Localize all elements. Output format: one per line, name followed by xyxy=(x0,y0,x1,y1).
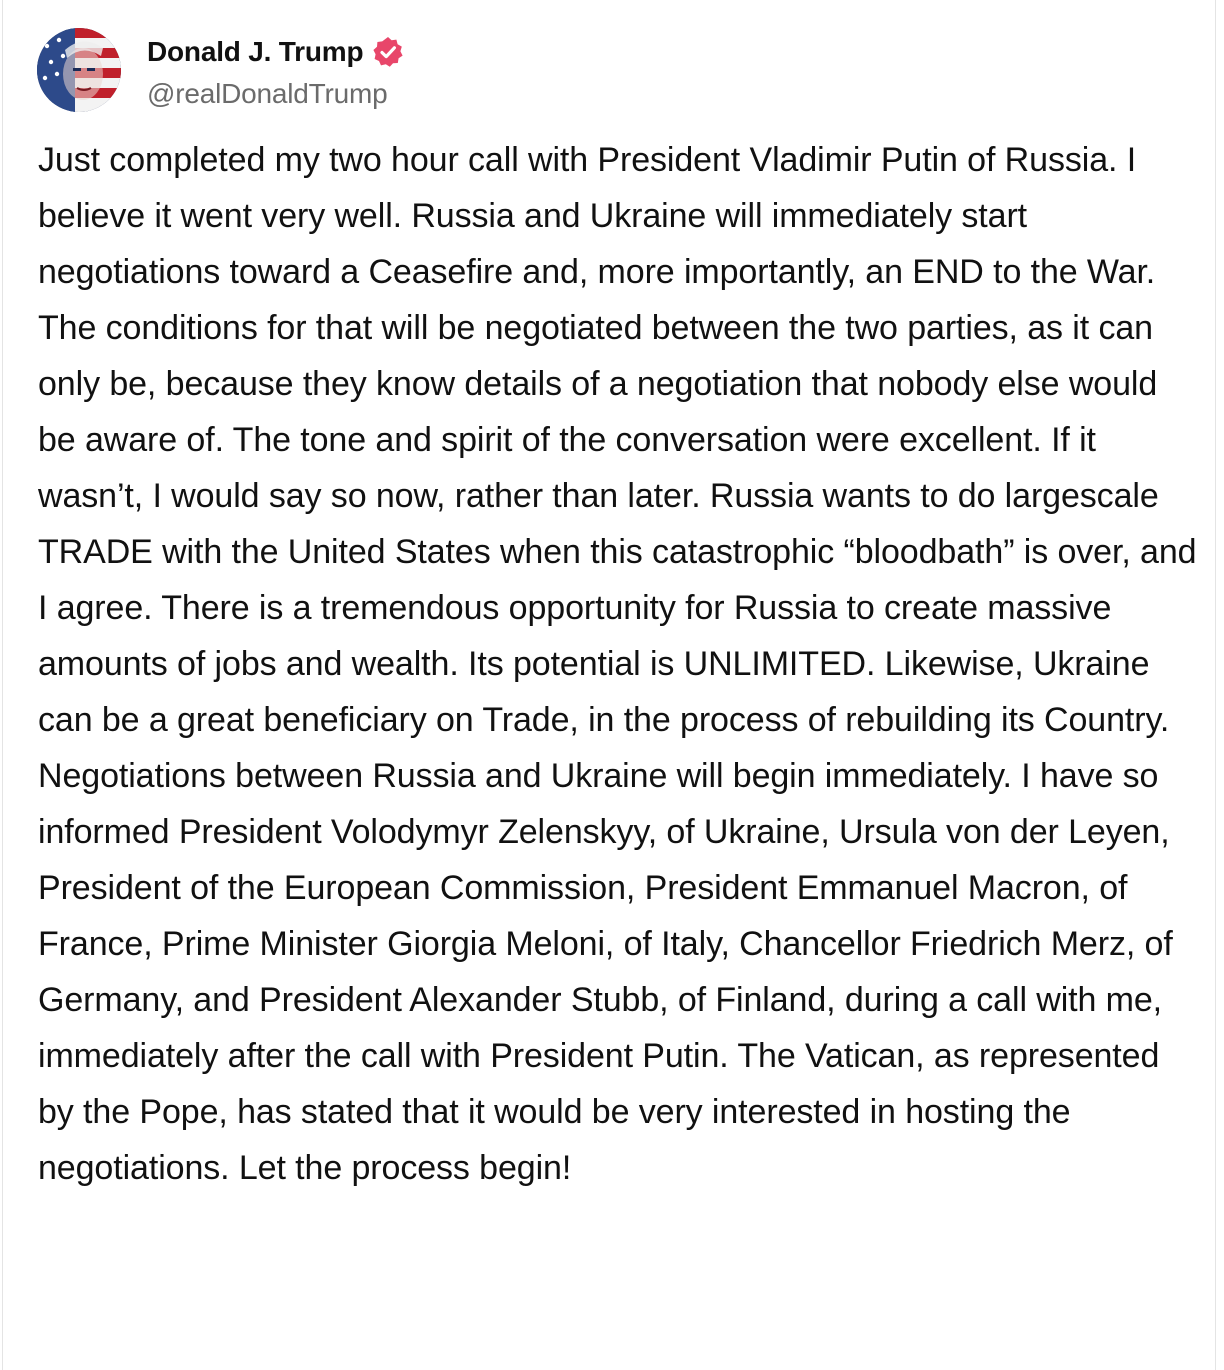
author-display-name[interactable]: Donald J. Trump xyxy=(147,36,364,67)
post-card xyxy=(2,0,1216,1370)
author-name-row xyxy=(147,34,405,70)
profile-avatar[interactable] xyxy=(37,28,121,112)
verified-badge-icon xyxy=(371,35,405,69)
author-handle[interactable]: @realDonaldTrump xyxy=(147,78,388,109)
post-text: Just completed my two hour call with President Vladimir Putin of Russia. I believe it went very well. Russia and Ukraine will immediately start negotiations toward a Ceasefire and, more importantly, an END to the War. The conditions for that will be negotiated between the two parties, as it can only be, because they know details of a negotiation that nobody else would be aware of. The tone and spirit of the conversation were excellent. If it wasn’t, I would say so now, rather than later. Russia wants to do largescale TRADE with the United States when this catastrophic “bloodbath” is over, and I agree. There is a tremendous opportunity for Russia to create massive amounts of jobs and wealth. Its potential is UNLIMITED. Likewise, Ukraine can be a great beneficiary on Trade, in the process of rebuilding its Country. Negotiations between Russia and Ukraine will begin immediately. I have so informed President Volodymyr Zelenskyy, of Ukraine, Ursula von der Leyen, President of the European Commission, President Emmanuel Macron, of France, Prime Minister Giorgia Meloni, of Italy, Chancellor Friedrich Merz, of Germany, and President Alexander Stubb, of Finland, during a call with me, immediately after the call with President Putin. The Vatican, as represented by the Pope, has stated that it would be very interested in hosting the negotiations. Let the process begin! xyxy=(38,141,1197,1187)
post-header xyxy=(37,28,405,114)
author-identity xyxy=(147,34,405,110)
